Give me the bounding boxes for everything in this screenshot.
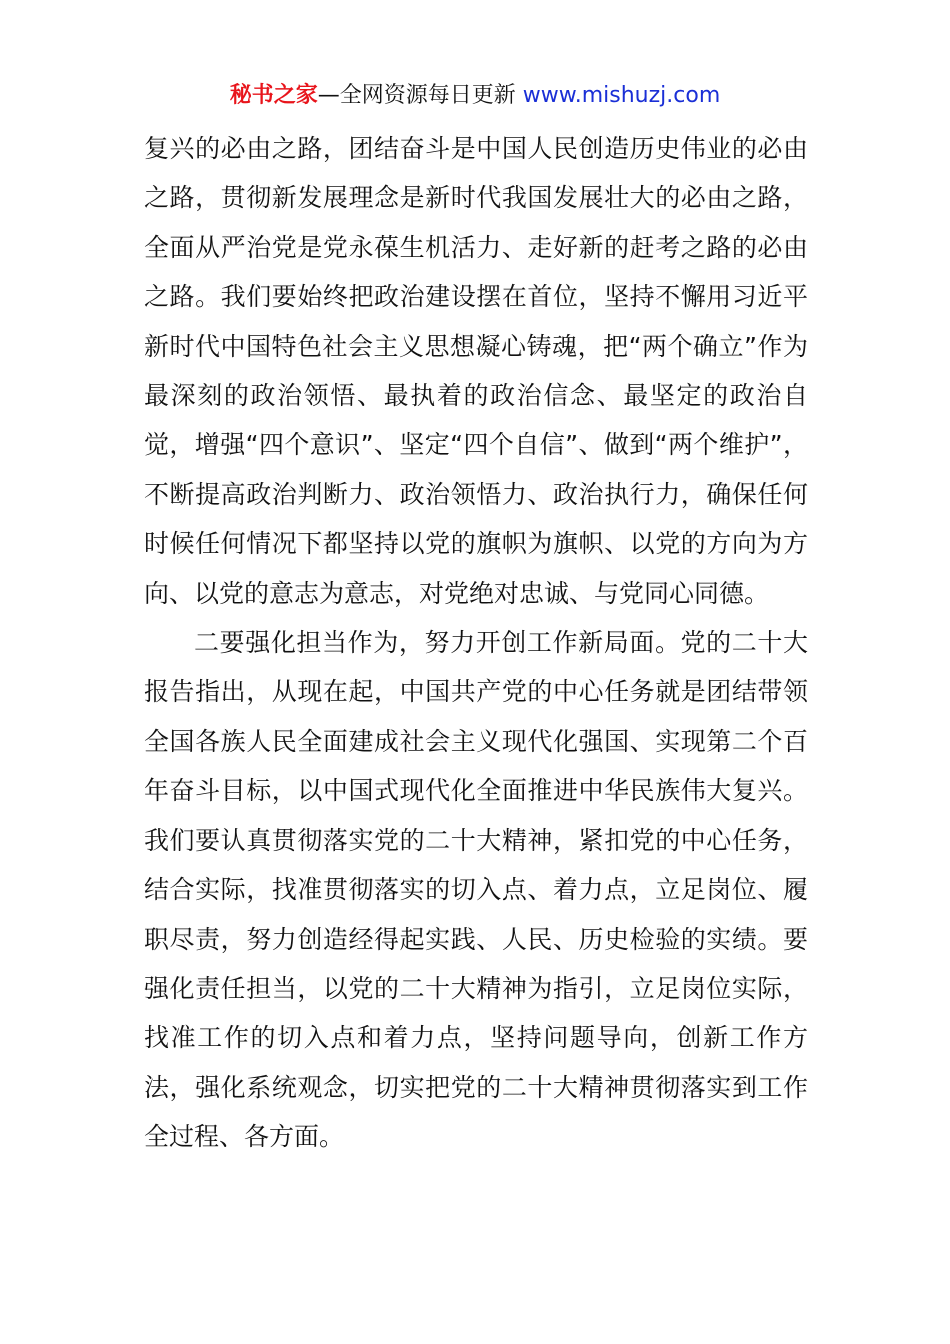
document-body: [144, 124, 808, 1162]
paragraph-second-point: 二要强化担当作为，努力开创工作新局面。党的二十大报告指出，从现在起，中国共产党的中心任务就是团结带领全国各族人民全面建成社会主义现代化强国、实现第二个百年奋斗目标，以中国式现代化全面推进中华民族伟大复兴。我们要认真贯彻落实党的二十大精神，紧扣党的中心任务，结合实际，找准贯彻落实的切入点、着力点，立足岗位、履职尽责，努力创造经得起实践、人民、历史检验的实绩。要强化责任担当，以党的二十大精神为指引，立足岗位实际，找准工作的切入点和着力点，坚持问题导向，创新工作方法，强化系统观念，切实把党的二十大精神贯彻落实到工作全过程、各方面。: [144, 628, 808, 1152]
header-tagline: —全网资源每日更新: [317, 83, 516, 108]
page-header: [0, 80, 950, 112]
header-brand: 秘书之家: [229, 83, 318, 108]
paragraph-continuation: 复兴的必由之路，团结奋斗是中国人民创造历史伟业的必由之路，贯彻新发展理念是新时代我国发展壮大的必由之路，全面从严治党是党永葆生机活力、走好新的赶考之路的必由之路。我们要始终把政治建设摆在首位，坚持不懈用习近平新时代中国特色社会主义思想凝心铸魂，把“两个确立”作为最深刻的政治领悟、最执着的政治信念、最坚定的政治自觉，增强“四个意识”、坚定“四个自信”、做到“两个维护”，不断提高政治判断力、政治领悟力、政治执行力，确保任何时候任何情况下都坚持以党的旗帜为旗帜、以党的方向为方向、以党的意志为意志，对党绝对忠诚、与党同心同德。: [144, 134, 808, 608]
header-site-url[interactable]: www.mishuzj.com: [522, 83, 721, 108]
